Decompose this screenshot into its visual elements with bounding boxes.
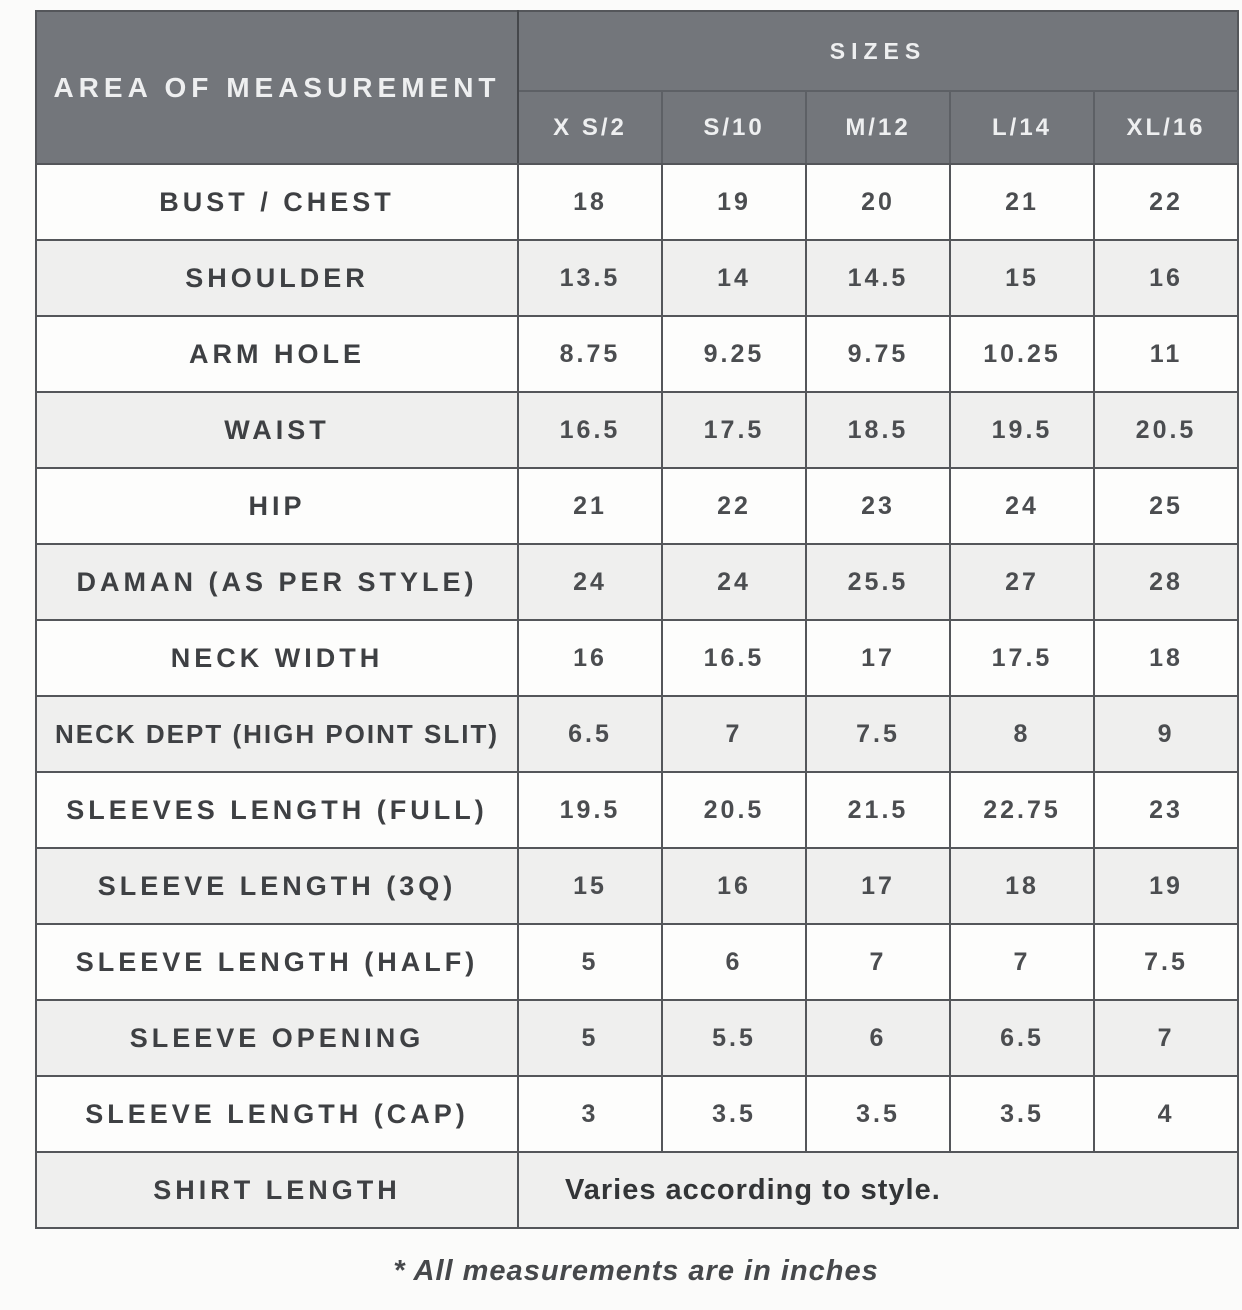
size-value-cell: 14.5	[806, 240, 950, 316]
size-value-cell: 3.5	[950, 1076, 1094, 1152]
size-value-cell: 25.5	[806, 544, 950, 620]
size-value-cell: 5	[518, 1000, 662, 1076]
row-label: SLEEVE LENGTH (3Q)	[36, 848, 518, 924]
size-value-cell: 14	[662, 240, 806, 316]
size-value-cell: 19	[1094, 848, 1238, 924]
size-value-cell: 20.5	[1094, 392, 1238, 468]
table-row-daman	[36, 544, 1238, 620]
size-value-cell: 24	[518, 544, 662, 620]
row-label: NECK WIDTH	[36, 620, 518, 696]
size-value-cell: 21.5	[806, 772, 950, 848]
size-chart-table	[35, 10, 1239, 1229]
size-value-cell: 3.5	[662, 1076, 806, 1152]
row-label: SLEEVE LENGTH (HALF)	[36, 924, 518, 1000]
table-header	[36, 11, 1238, 164]
table-row-arm-hole	[36, 316, 1238, 392]
row-label: NECK DEPT (HIGH POINT SLIT)	[36, 696, 518, 772]
table-row-sleeve-length-3q	[36, 848, 1238, 924]
row-label: SLEEVES LENGTH (FULL)	[36, 772, 518, 848]
row-label: DAMAN (AS PER STYLE)	[36, 544, 518, 620]
size-column-header-xs: X S/2	[518, 91, 662, 164]
size-value-cell: 23	[806, 468, 950, 544]
table-row-waist	[36, 392, 1238, 468]
table-row-neck-width	[36, 620, 1238, 696]
size-value-cell: 15	[950, 240, 1094, 316]
size-value-cell: 7.5	[806, 696, 950, 772]
size-value-cell: 17.5	[950, 620, 1094, 696]
size-value-cell: 21	[518, 468, 662, 544]
size-value-cell: 7	[662, 696, 806, 772]
size-value-cell: 20	[806, 164, 950, 240]
size-value-cell: 11	[1094, 316, 1238, 392]
size-value-cell: 18	[1094, 620, 1238, 696]
size-value-cell: 6.5	[950, 1000, 1094, 1076]
size-value-cell: 16	[518, 620, 662, 696]
shirt-length-note: Varies according to style.	[518, 1152, 1238, 1228]
size-value-cell: 27	[950, 544, 1094, 620]
size-value-cell: 17	[806, 620, 950, 696]
size-column-header-xl: XL/16	[1094, 91, 1238, 164]
table-row-sleeve-length-half	[36, 924, 1238, 1000]
row-label: SHOULDER	[36, 240, 518, 316]
size-value-cell: 19.5	[950, 392, 1094, 468]
size-column-header-m: M/12	[806, 91, 950, 164]
size-value-cell: 16	[1094, 240, 1238, 316]
size-value-cell: 7	[806, 924, 950, 1000]
size-value-cell: 18	[950, 848, 1094, 924]
row-label: HIP	[36, 468, 518, 544]
size-value-cell: 16.5	[518, 392, 662, 468]
size-value-cell: 19.5	[518, 772, 662, 848]
size-value-cell: 5	[518, 924, 662, 1000]
size-value-cell: 16	[662, 848, 806, 924]
table-row-sleeve-opening	[36, 1000, 1238, 1076]
size-value-cell: 4	[1094, 1076, 1238, 1152]
table-row-sleeve-length-cap	[36, 1076, 1238, 1152]
size-value-cell: 3	[518, 1076, 662, 1152]
size-value-cell: 6	[662, 924, 806, 1000]
size-value-cell: 5.5	[662, 1000, 806, 1076]
row-label: BUST / CHEST	[36, 164, 518, 240]
row-label: WAIST	[36, 392, 518, 468]
row-label: SLEEVE OPENING	[36, 1000, 518, 1076]
size-value-cell: 19	[662, 164, 806, 240]
size-value-cell: 3.5	[806, 1076, 950, 1152]
size-value-cell: 16.5	[662, 620, 806, 696]
size-value-cell: 6	[806, 1000, 950, 1076]
size-column-header-s: S/10	[662, 91, 806, 164]
area-of-measurement-header: AREA OF MEASUREMENT	[36, 11, 518, 164]
size-value-cell: 9.75	[806, 316, 950, 392]
table-row-shirt-length	[36, 1152, 1238, 1228]
size-value-cell: 24	[950, 468, 1094, 544]
size-value-cell: 8.75	[518, 316, 662, 392]
row-label: SHIRT LENGTH	[36, 1152, 518, 1228]
size-value-cell: 23	[1094, 772, 1238, 848]
row-label: ARM HOLE	[36, 316, 518, 392]
size-value-cell: 21	[950, 164, 1094, 240]
size-value-cell: 18	[518, 164, 662, 240]
size-value-cell: 7	[950, 924, 1094, 1000]
size-value-cell: 13.5	[518, 240, 662, 316]
table-row-shoulder	[36, 240, 1238, 316]
size-value-cell: 28	[1094, 544, 1238, 620]
size-value-cell: 17.5	[662, 392, 806, 468]
table-row-neck-dept	[36, 696, 1238, 772]
table-row-sleeves-length-full	[36, 772, 1238, 848]
size-value-cell: 22	[662, 468, 806, 544]
size-value-cell: 17	[806, 848, 950, 924]
size-value-cell: 9.25	[662, 316, 806, 392]
size-column-header-l: L/14	[950, 91, 1094, 164]
size-value-cell: 6.5	[518, 696, 662, 772]
size-value-cell: 10.25	[950, 316, 1094, 392]
size-value-cell: 7	[1094, 1000, 1238, 1076]
measurements-footnote: * All measurements are in inches	[393, 1255, 879, 1287]
row-label: SLEEVE LENGTH (CAP)	[36, 1076, 518, 1152]
size-value-cell: 9	[1094, 696, 1238, 772]
table-row-hip	[36, 468, 1238, 544]
table-row-bust-chest	[36, 164, 1238, 240]
size-value-cell: 20.5	[662, 772, 806, 848]
size-value-cell: 7.5	[1094, 924, 1238, 1000]
size-value-cell: 22	[1094, 164, 1238, 240]
size-value-cell: 8	[950, 696, 1094, 772]
size-value-cell: 18.5	[806, 392, 950, 468]
size-value-cell: 25	[1094, 468, 1238, 544]
sizes-group-header: SIZES	[518, 11, 1238, 91]
size-value-cell: 24	[662, 544, 806, 620]
size-value-cell: 15	[518, 848, 662, 924]
size-value-cell: 22.75	[950, 772, 1094, 848]
